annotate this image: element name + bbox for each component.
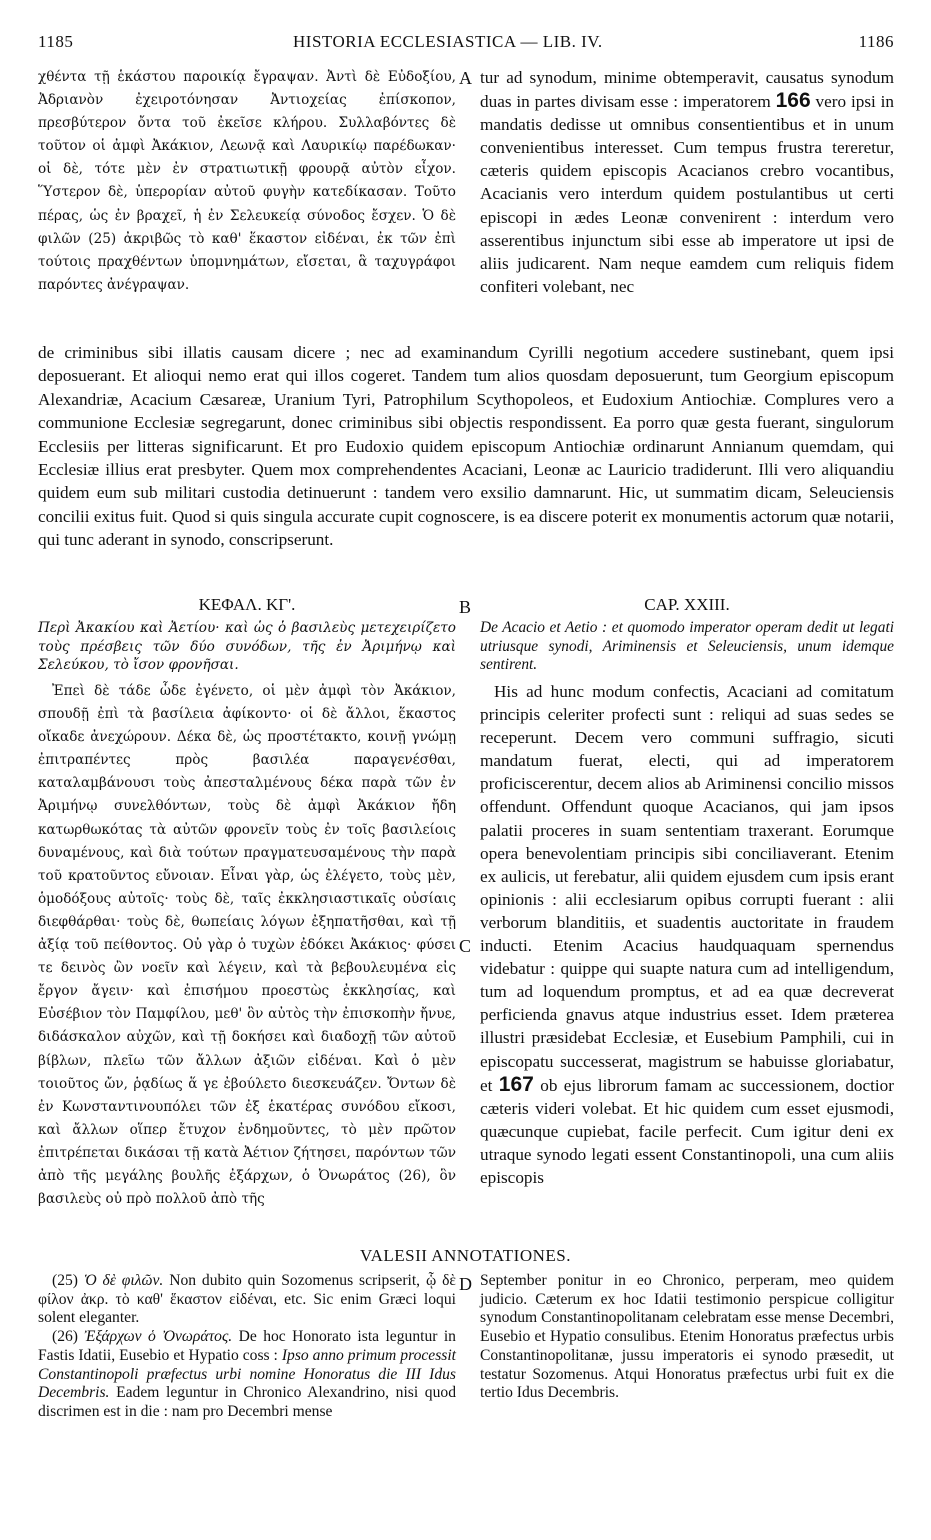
latin-full-width-paragraph	[38, 341, 894, 552]
greek-column-top	[38, 66, 456, 297]
page-reference-166: 166	[775, 89, 811, 113]
note-25	[38, 1272, 456, 1328]
latin-column-main	[480, 680, 894, 1189]
greek-main-text: Ἐπεὶ δὲ τάδε ὧδε ἐγένετο, οἱ μὲν ἀμφὶ τὸν Ἀκάκιον, σπουδῇ ἐπὶ τὰ βασίλεια ἀφίκοντο· οἱ δὲ ἄλλοι, ἕκαστος οἴκαδε ἀνεχώρουν. Δέκα δὲ, ὡς προστέτακτο, κοινῇ γνώμῃ ἐπιτραπέντες πρὸς βασιλέα παραγενέσθαι, καταλαμβάνουσι τοὺς ἀπεσταλμένους δέκα παρὰ τῶν ἐν Ἀριμήνῳ συνελθόντων, τοὺς δὲ ἀμφὶ Ἀκάκιον ἤδη κατωρθωκότας τὰ αὐτῶν φρονεῖν τοὺς ἐν τοῖς βασιλείοις δυναμένους, καὶ διὰ τούτων πραγματευσαμένους τὴν παρὰ τοῦ κρατοῦντος εὔνοιαν. Εἶναι γὰρ, ὡς ἐλέγετο, τοὺς μὲν, ὁμοδόξους αὐτοῖς· τοὺς δὲ, ταῖς ἐκκλησιαστικαῖς οὐσίαις διεφθάρθαι· τοὺς δὲ, θωπείαις λόγων ἐξηπατῆσθαι, καὶ τῇ ἀξίᾳ τοῦ πείθοντος. Οὐ γὰρ ὁ τυχὼν ἐδόκει Ἀκάκιος· φύσει τε δεινὸς ὢν νοεῖν καὶ λέγειν, καὶ τὰ βεβουλευμένα εἰς ἔργον ἄγειν· καὶ ἐπισήμου προεστὼς ἐκκλησίας, καὶ Εὐσέβιον τὸν Παμφίλου, μεθ' ὃν αὐτὸς τὴν ἐπισκοπὴν ἤνυε, διδάσκαλον αὐχῶν, καὶ τῇ δοκήσει καὶ διαδοχῇ τῶν αὐτοῦ βίβλων, πλεῖω τῶν ἄλλων ἀξιῶν εἰδέναι. Καὶ ὁ μὲν τοιοῦτος ὤν, ῥᾳδίως ἅ γε ἐβούλετο διεσκευάζεν. Ὄντων δὲ ἐν Κωνσταντινουπόλει τῶν ἐξ ἑκατέρας συνόδου εἴκοσι, καὶ ἄλλων οἵπερ ἔτυχον ἐνδημοῦντες, τὸ μὲν πρῶτον ἐπιτρέπεται δικάσαι τῇ κατὰ Ἀέτιον ζήτησει, παρόντων τῶν ἀπὸ τῆς μεγάλης βουλῆς ἐξάρχων, ὁ Ὀνωράτος (26), ὃν βασιλεὺς οὐ πρὸ πολλοῦ ἀπὸ τῆς	[38, 683, 456, 1208]
greek-chapter-title: ΚΕΦΑΛ. ΚΓ'.	[198, 595, 296, 614]
latin-main-text-b: ob ejus librorum famam ac successionem, doctior cæteris videri volebat. Et hic quidem cum esset ejusmodi, quæcunque cupiebat, facile perfecit. Cum igitur deni ex utraque synodo legati essent Constantinopoli, una cum aliis episcopis	[480, 1075, 895, 1187]
page-reference-167: 167	[498, 1072, 534, 1096]
note-25-lemma: Ὁ δὲ φιλῶν.	[83, 1272, 164, 1289]
margin-marker-b: B	[459, 597, 472, 617]
note-26-quote: Ipso anno primum processit Constantinopoli præfectus urbi nomine Honoratus die III Idus Decembris.	[38, 1346, 457, 1402]
note-25-number: (25)	[52, 1272, 78, 1289]
annotations-right	[480, 1272, 894, 1403]
greek-chapter-summary: Περὶ Ἀκακίου καὶ Ἀετίου· καὶ ὡς ὁ βασιλεὺς μετεχειρίζετο τοὺς πρέσβεις τῶν δύο συνόδων, τῆς ἐν Ἀριμήνῳ καὶ Σελεύκου, τὸ ἴσον φρονῆσαι.	[38, 620, 456, 673]
latin-chapter-title: CAP. XXIII.	[644, 595, 730, 614]
note-26-continued: September ponitur in eo Chronico, perperam, meo quidem judicio. Cæterum ex hoc Idatii testimonio perspicue colligitur synodum Constantinopolitanam celebratam esse mense Decembri, Eusebio et Hypatio consulibus. Etenim Honoratus præfectus urbis Constantinopolitanæ, jussu imperatoris ei synodo præsedit, ut testatur Sozomenus. Atqui Honoratus præfectus urbi fuit ex die tertio Idus Decembris.	[480, 1272, 894, 1402]
latin-column-top	[480, 66, 894, 298]
annotations-left	[38, 1272, 456, 1422]
latin-top-text-b: vero ipsi in mandatis dedisse ut omnibus consentientibus et in unum convenientibus interesset. Cum tempus frustra tereretur, cæteris quidem episcopis Acacianos crebro vocantibus, Acacianis vero interdum quidem postulantibus ut certi episcopi in ædes Leonæ convenirent : interdum vero asserentibus injunctum sibi esse ab imperatore ut ipsi de aliis judicarent. Nam neque eamdem cum reliquis fidem confiteri volebant, nec	[480, 92, 895, 296]
annotations-heading: VALESII ANNOTATIONES.	[360, 1246, 571, 1265]
latin-full-text: de criminibus sibi illatis causam dicere ; nec ad examinandum Cyrilli negotium accedere sustinebant, quem ipsi deposuerant. Et alioqui nemo erat qui illos cogeret. Tandem tum alios quosdam deposuerunt, tum Georgium episcopum Alexandriæ, Acacium Cæsareæ, Uranium Tyri, Patrophilum Scythopoleos, et Eudoxium Antiochiæ. Complures vero a communione Ecclesiæ segregarunt, donec criminibus sibi objectis respondissent. Ea porro quæ gesta fuerant, singulorum Ecclesiis per litteras significarunt. Et pro Eudoxio quidem episcopum Antiochiæ ordinarunt Annianum quemdam, qui Ecclesiæ illius erat presbyter. Quem mox comprehendentes Acaciani, Leonæ ac Lauricio tradiderunt. Illi vero aliquandiu quidem eum sub militari custodia detinuerunt : tandem vero exsilio damnarunt. Hic, ut summatim dicam, Seleuciensis concilii exitus fuit. Quod si quis singula accurate cupit cognoscere, is ea discere poterit ex monumentis actorum quæ notarii, qui tunc aderant in synodo, conscripserunt.	[38, 343, 894, 550]
note-26-text-a: De hoc Honorato ista leguntur in Fastis Idatii, Eusebio et Hypatio coss :	[38, 1328, 456, 1364]
left-page-number: 1185	[38, 32, 74, 51]
greek-top-text: χθέντα τῇ ἑκάστου παροικίᾳ ἔγραψαν. Ἀντὶ δὲ Εὐδοξίου, Ἀδριανὸν ἐχειροτόνησαν Ἀντιοχείας ἐπίσκοπον, πρεσβύτερον ὄντα τοῦ ἐκεῖσε κλήρου. Συλλαβόντες δὲ τοῦτον οἱ ἀμφὶ Ἀκάκιον, Λεωνᾷ καὶ Λαυρικίῳ παρέδωκαν· οἱ δὲ, τότε μὲν ἐν στρατιωτικῇ φρουρᾷ αὐτὸν εἶχον. Ὕστερον δὲ, ὑπερορίαν αὐτοῦ φυγὴν κατεδίκασαν. Τοῦτο πέρας, ὡς ἐν βραχεῖ, ἡ ἐν Σελευκείᾳ σύνοδος ἔσχεν. Ὁ δὲ φιλῶν (25) ἀκριβῶς τὸ καθ' ἕκαστον εἰδέναι, ἐκ τῶν ἐπὶ τούτοις πραχθέντων ὑπομνημάτων, εἴσεται, ἃ ταχυγράφοι παρόντες ἀνέγραψαν.	[38, 69, 456, 293]
margin-marker-c: C	[459, 936, 472, 956]
latin-chapter-summary: De Acacio et Aetio : et quomodo imperator operam dedit ut legati utriusque synodi, Ariminensis et Seleuciensis, unum idemque sentirent.	[480, 619, 894, 673]
margin-marker-a: A	[459, 68, 472, 88]
note-26-number: (26)	[52, 1328, 78, 1346]
running-title: HISTORIA ECCLESIASTICA — LIB. IV.	[293, 32, 603, 51]
note-26	[38, 1328, 456, 1422]
note-26-text-b: Eadem leguntur in Chronico Alexandrino, nisi quod discrimen est in die : nam pro Decembri mense	[38, 1384, 456, 1420]
margin-marker-d: D	[459, 1274, 472, 1294]
greek-column-main	[38, 680, 456, 1211]
right-page-number: 1186	[858, 32, 894, 51]
note-25-text: Non dubito quin Sozomenus scripserit, ᾧ δὲ φίλον ἀκρ. τὸ καθ' ἕκαστον εἰδέναι, etc. Sic enim Græci loqui solent eleganter.	[38, 1272, 456, 1327]
running-header	[38, 32, 894, 54]
latin-top-text-a: tur ad synodum, minime obtemperavit, causatus synodum duas in partes divisam esse : imperatorem	[480, 68, 894, 112]
note-26-lemma: Ἐξάρχων ὁ Ὀνωράτος.	[84, 1328, 233, 1346]
latin-main-text-a: His ad hunc modum confectis, Acaciani ad comitatum principis celeriter profecti sunt : reliqui ad suas sedes se receperunt. Decem vero communi suffragio, sicuti mandatum fuerat, electi, qui ad imperatorem proficiscerentur, decem alios ab Ariminensi concilio missos offendunt. Offendunt quoque Acacianos, qui jam ipsos palatii proceres in suam sententiam traxerant. Eorumque opera benevolentiam principis sibi conciliaverant. Etenim ex aulicis, ut ferebatur, alii quidem ejusdem cum ipsis erant opinionis : alii ecclesiarum opibus corrupti fuerant : alii verborum blanditiis, et suadentis auctoritate in fraudem inducti. Etenim Acacius haudquaquam spernendus videbatur : quippe qui suapte natura cum ad intelligendum, tum ad loquendum promptus, et ad ea quæ decreverat perficienda gnavus atque industrius esset. Idem præterea illustri præsidebat Ecclesiæ, et Eusebium Pamphili, cui in episcopatu successerat, magistrum se habuisse gloriabatur, et	[480, 682, 894, 1095]
